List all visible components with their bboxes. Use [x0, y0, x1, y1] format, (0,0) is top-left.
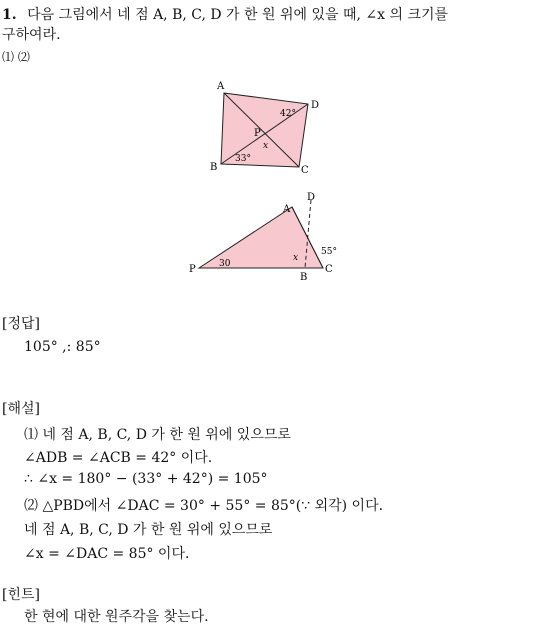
figure-1-angle-42: 42°: [280, 109, 296, 119]
problem-line-2: 구하여라.: [2, 27, 61, 43]
solution-line-4: ⑵ △PBD에서 ∠DAC = 30° + 55° = 85°(∵ 외각) 이다.: [24, 498, 384, 514]
problem-number: 1.: [2, 7, 17, 23]
figure-2-label-b: B: [300, 272, 308, 283]
figure-1-label-a: A: [217, 81, 225, 92]
figure-2-angle-55: 55°: [321, 247, 337, 257]
figure-1-label-c: C: [301, 165, 309, 176]
figure-1-label-b: B: [210, 162, 218, 173]
figure-1-label-d: D: [311, 100, 320, 111]
figure-2-label-x: x: [293, 253, 299, 263]
solution-line-1: ⑴ 네 점 A, B, C, D 가 한 원 위에 있으므로: [24, 427, 291, 443]
answer-header: [정답]: [2, 316, 40, 332]
figure-2-label-a: A: [283, 204, 291, 215]
problem-line-1: 다음 그림에서 네 점 A, B, C, D 가 한 원 위에 있을 때, ∠x 의 크기를: [27, 7, 449, 23]
figure-2-label-p: P: [189, 264, 196, 275]
answer-text: 105° ,: 85°: [24, 339, 101, 355]
solution-line-6: ∠x = ∠DAC = 85° 이다.: [24, 546, 190, 562]
figure-2-triangle-pac: [199, 207, 323, 268]
solution-line-5: 네 점 A, B, C, D 가 한 원 위에 있으므로: [24, 522, 273, 538]
figure-2-angle-30: 30: [219, 259, 231, 269]
figure-2-label-d: D: [307, 192, 316, 203]
figure-2-diagram: [185, 190, 345, 290]
figure-1-label-p: P: [254, 128, 261, 139]
hint-text: 한 현에 대한 원주각을 찾는다.: [24, 609, 209, 625]
figure-1-angle-33: 33°: [235, 154, 251, 164]
figure-2-label-c: C: [325, 264, 333, 275]
solution-header: [해설]: [2, 401, 40, 417]
problem-parts: ⑴ ⑵: [2, 50, 30, 64]
solution-line-3: ∴ ∠x = 180° − (33° + 42°) = 105°: [24, 471, 268, 487]
hint-header: [힌트]: [2, 587, 40, 603]
solution-line-2: ∠ADB = ∠ACB = 42° 이다.: [24, 450, 213, 466]
problem-statement: [2, 4, 448, 24]
figure-1-label-x: x: [263, 141, 269, 151]
figure-1-diagram: [205, 76, 335, 176]
